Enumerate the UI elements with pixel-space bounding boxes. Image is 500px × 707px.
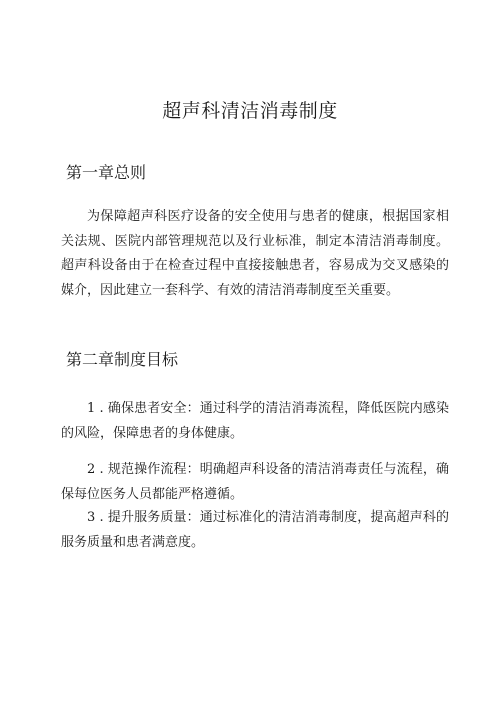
goal-item-1: 1 . 确保患者安全：通过科学的清洁消毒流程，降低医院内感染的风险，保障患者的身体健康。 bbox=[61, 401, 449, 441]
document-title: 超声科清洁消毒制度 bbox=[162, 100, 338, 122]
chapter-1-paragraph: 为保障超声科医疗设备的安全使用与患者的健康，根据国家相关法规、医院内部管理规范以及行业标准，制定本清洁消毒制度。超声科设备由于在检查过程中直接接触患者，容易成为交叉感染的媒介，因此建立一套科学、有效的清洁消毒制度至关重要。 bbox=[61, 209, 449, 298]
chapter-1-heading: 第一章总则 bbox=[66, 163, 147, 182]
goal-item-2: 2 . 规范操作流程：明确超声科设备的清洁消毒责任与流程，确保每位医务人员都能严格遵循。 bbox=[61, 462, 449, 502]
chapter-2-heading: 第二章制度目标 bbox=[66, 350, 179, 369]
goal-item-3: 3 . 提升服务质量：通过标准化的清洁消毒制度，提高超声科的服务质量和患者满意度。 bbox=[61, 510, 449, 550]
